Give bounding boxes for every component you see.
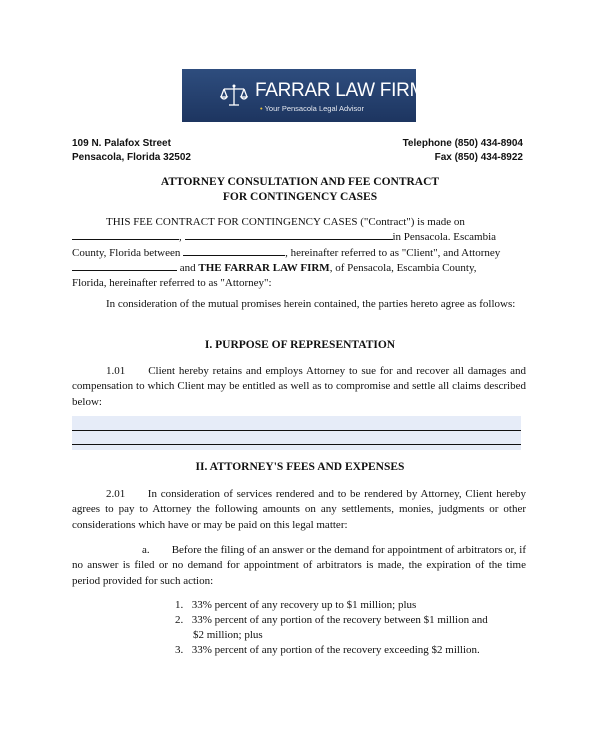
client-name-blank[interactable] — [183, 246, 285, 256]
claims-description-field[interactable] — [72, 416, 521, 450]
telephone: Telephone (850) 434-8904 — [402, 138, 523, 149]
phone-block — [403, 137, 523, 165]
section-1-heading: I. PURPOSE OF REPRESENTATION — [204, 339, 396, 351]
fax: Fax (850) 434-8922 — [434, 152, 523, 163]
scales-of-justice-icon — [220, 83, 248, 109]
attorney-name-blank[interactable] — [72, 261, 177, 271]
street-address: 109 N. Palafox Street — [72, 138, 171, 149]
firm-name: FARRAR LAW FIRM — [255, 80, 426, 101]
firm-logo — [182, 69, 426, 122]
intro-paragraph: THIS FEE CONTRACT FOR CONTINGENCY CASES ("Contract") is made on , in Pensacola. Escambia County, Florida between , hereinafter referred to as "Client", and Attorney and THE FARRAR LAW FIRM, of Pensacola, Escambia County, Florida, hereinafter referred to as "Attorney": — [72, 216, 501, 290]
city-address: Pensacola, Florida 32502 — [72, 152, 191, 163]
document-title-line2: FOR CONTINGENCY CASES — [222, 191, 378, 203]
list-item: 1. 33% percent of any recovery up to $1 million; plus — [175, 599, 417, 611]
fee-schedule-list — [175, 598, 488, 658]
firm-tagline: • Your Pensacola Legal Advisor — [260, 104, 364, 113]
clause-2-01: 2.01 In consideration of services rendered and to be rendered by Attorney, Client hereby agrees to pay to Attorney the following amounts on any settlements, monies, judgments or other considerations which have or may be paid on this legal matter: — [72, 488, 526, 531]
date-year-blank[interactable] — [185, 230, 393, 240]
section-2-heading: II. ATTORNEY'S FEES AND EXPENSES — [195, 461, 405, 473]
list-item-continuation: $2 million; plus — [193, 629, 263, 641]
clause-1-01: 1.01 Client hereby retains and employs Attorney to sue for and recover all damages and compensation to which Client may be entitled as well as to compromise and settle all claims described below: — [72, 365, 527, 408]
clause-2-01-a: a. Before the filing of an answer or the demand for appointment of arbitrators or, if no answer is filed or no demand for appointment of arbitrators is made, the expiration of the time period provided for such action: — [72, 544, 526, 587]
list-item: 3. 33% percent of any portion of the recovery exceeding $2 million. — [175, 644, 480, 656]
list-item: 2. 33% percent of any portion of the recovery between $1 million and — [175, 614, 488, 626]
address-block — [72, 137, 191, 165]
date-blank[interactable] — [72, 230, 179, 240]
consideration-paragraph: In consideration of the mutual promises herein contained, the parties hereto agree as follows: — [106, 298, 516, 310]
firm-name-bold: THE FARRAR LAW FIRM — [198, 261, 330, 274]
document-title-line1: ATTORNEY CONSULTATION AND FEE CONTRACT — [160, 176, 440, 188]
